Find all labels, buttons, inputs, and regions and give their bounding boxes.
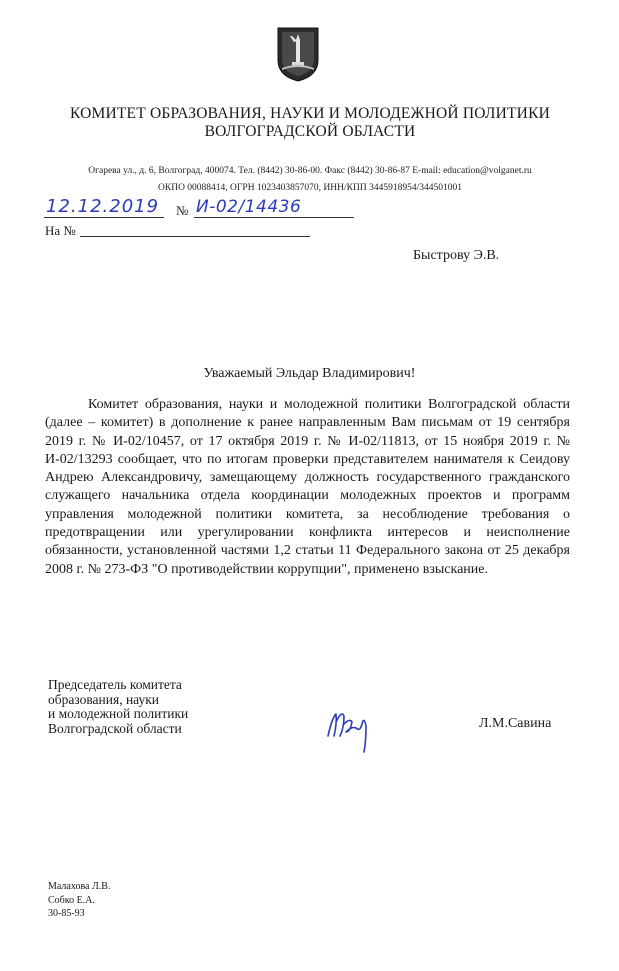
signer-position <box>48 678 188 736</box>
registration-line <box>44 196 334 222</box>
position-line: и молодежной политики <box>48 706 189 721</box>
handwritten-signature <box>322 702 394 754</box>
organization-codes: ОКПО 00088414, ОГРН 1023403857070, ИНН/КПП 3445918954/344501001 <box>158 183 462 193</box>
coat-of-arms-icon <box>276 26 320 82</box>
executor-phone: 30-85-93 <box>48 908 85 919</box>
registration-date: 12.12.2019 <box>46 196 160 217</box>
position-line: образования, науки <box>48 691 160 707</box>
date-underline <box>44 217 164 218</box>
reply-to-underline <box>80 236 310 237</box>
organization-contacts: Огарева ул., д. 6, Волгоград, 400074. Тел. (8442) 30-86-00. Факс (8442) 30-86-87 E-mail: education@volganet.ru <box>88 166 532 176</box>
executor-name: Собко Е.А. <box>48 894 95 906</box>
organization-name-line-1: КОМИТЕТ ОБРАЗОВАНИЯ, НАУКИ И МОЛОДЕЖНОЙ ПОЛИТИКИ <box>69 105 551 122</box>
salutation: Уважаемый Эльдар Владимирович! <box>203 366 416 381</box>
reply-to-label: На № <box>45 223 76 238</box>
body-paragraph: Комитет образования, науки и молодежной политики Волгоградской области (далее – комитет) в дополнение к ранее направленным Вам письмам от 19 сентября 2019 г. № И-02/10457, от 17 октября 2019 г. № И-02/11813, от 15 ноября 2019 г. № И-02/13293 сообщает, что по итогам проверки представителем нанимателя к Сеидову Андрею Александровичу, замещающему должность государственного гражданского служащего начальника отдела координации молодежных проектов и программ управления молодежной политики комитета, за несоблюдение требования о предотвращении или урегулировании конфликта интересов и неисполнение обязанности, установленной частями 1,2 статьи 11 Федерального закона от 25 декабря 2008 г. № 273-ФЗ "О противодействии коррупции", применено взыскание. <box>45 397 570 577</box>
organization-name-line-2: ВОЛГОГРАДСКОЙ ОБЛАСТИ <box>204 123 416 140</box>
letter-body <box>45 396 570 579</box>
number-underline <box>194 217 354 218</box>
position-line: Волгоградской области <box>48 720 182 736</box>
registration-number: И-02/14436 <box>196 197 302 217</box>
position-line: Председатель комитета <box>48 677 182 692</box>
number-label: № <box>176 203 189 218</box>
addressee: Быстрову Э.В. <box>413 248 500 263</box>
signer-name: Л.М.Савина <box>479 716 552 731</box>
executor-name: Малахова Л.В. <box>48 881 111 892</box>
executor-info <box>48 880 110 921</box>
